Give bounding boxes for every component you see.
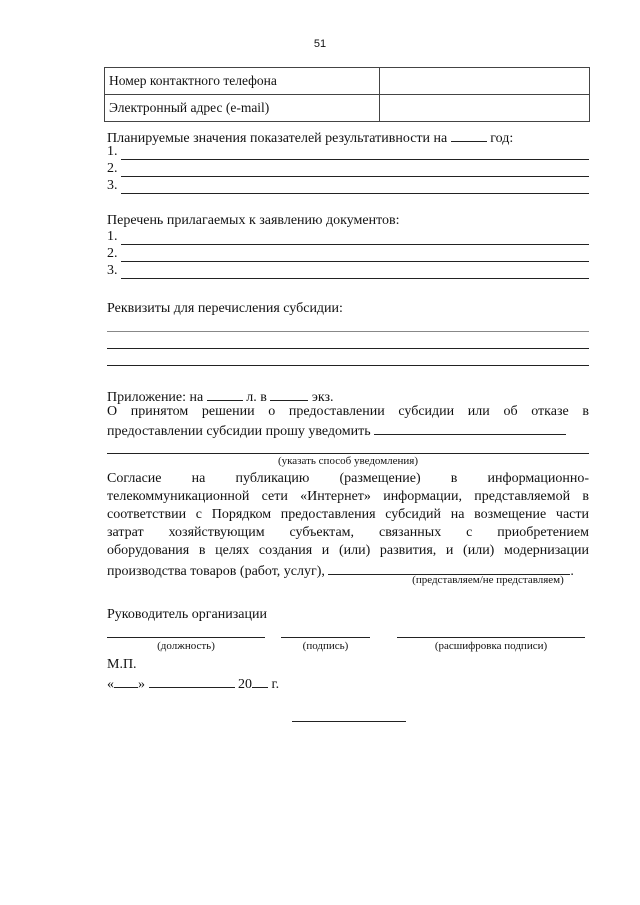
documents-heading: Перечень прилагаемых к заявлению документов:	[107, 213, 400, 228]
stamp-label: М.П.	[107, 657, 137, 672]
position-label: (должность)	[157, 640, 215, 652]
requisites-line-2[interactable]	[107, 348, 589, 349]
consent-line-4: затрат хозяйствующим субъектам, связанных с приобретением	[107, 525, 589, 540]
indicator-line-1[interactable]	[107, 144, 589, 161]
date-month-field[interactable]	[149, 673, 235, 688]
page-number: 51	[313, 38, 327, 50]
notify-method-line[interactable]	[107, 453, 589, 454]
contact-row-email	[105, 95, 590, 122]
contact-row-phone	[105, 68, 590, 95]
attachment-suffix: экз.	[311, 390, 334, 405]
date-open-quote: «	[107, 677, 114, 692]
contact-table	[104, 67, 590, 122]
date-line	[107, 673, 589, 693]
indicator-line-2[interactable]	[107, 161, 589, 178]
document-line-2[interactable]	[107, 246, 589, 263]
notify-line-2	[107, 420, 589, 440]
position-line[interactable]	[107, 637, 265, 638]
consent-last-text: производства товаров (работ, услуг),	[107, 564, 325, 579]
document-number-2: 2.	[107, 246, 118, 261]
notify-text: предоставлении субсидии прошу уведомить	[107, 424, 371, 439]
date-day-field[interactable]	[114, 673, 138, 688]
consent-hint: (представляем/не представляем)	[412, 574, 564, 586]
date-year-suffix: г.	[271, 677, 280, 692]
requisites-line-3[interactable]	[107, 365, 589, 366]
consent-line-2: телекоммуникационной сети «Интернет» информации, представляемой в	[107, 489, 589, 504]
date-close-quote: »	[138, 677, 145, 692]
consent-line-6: производства товаров (работ, услуг), .	[107, 560, 589, 580]
indicator-number-1: 1.	[107, 144, 118, 159]
indicator-number-3: 3.	[107, 178, 118, 193]
contact-email-label: Электронный адрес (e-mail)	[105, 95, 380, 122]
consent-choice-field[interactable]	[328, 560, 570, 575]
consent-line-3: соответствии с Порядком предоставления субсидий на возмещение части	[107, 507, 589, 522]
indicators-year-suffix: год:	[490, 131, 514, 146]
contact-email-value[interactable]	[380, 95, 590, 122]
decode-line[interactable]	[397, 637, 585, 638]
decode-label: (расшифровка подписи)	[434, 640, 548, 652]
indicator-number-2: 2.	[107, 161, 118, 176]
signature-line[interactable]	[281, 637, 370, 638]
contact-phone-label: Номер контактного телефона	[105, 68, 380, 95]
indicators-text: Планируемые значения показателей результативности на	[107, 131, 448, 146]
indicators-year-field[interactable]	[451, 127, 487, 142]
consent-line-1: Согласие на публикацию (размещение) в информационно-	[107, 471, 589, 486]
notify-hint: (указать способ уведомления)	[277, 455, 419, 467]
date-year-prefix: 20	[238, 677, 252, 692]
indicator-line-3[interactable]	[107, 178, 589, 195]
notify-line-1: О принятом решении о предоставлении субсидии или об отказе в	[107, 404, 589, 419]
signature-title: Руководитель организации	[107, 607, 267, 622]
signature-label: (подпись)	[302, 640, 349, 652]
attachment-middle: л. в	[246, 390, 267, 405]
contact-phone-value[interactable]	[380, 68, 590, 95]
document-line-1[interactable]	[107, 229, 589, 246]
document-line-3[interactable]	[107, 263, 589, 280]
document-number-3: 3.	[107, 263, 118, 278]
requisites-line-1[interactable]	[107, 331, 589, 332]
attachment-copies-field[interactable]	[270, 386, 308, 401]
date-year-field[interactable]	[252, 673, 268, 688]
attachment-prefix: Приложение: на	[107, 390, 204, 405]
consent-line-5: оборудования в целях создания и (или) развития, и (или) модернизации	[107, 543, 589, 558]
requisites-heading: Реквизиты для перечисления субсидии:	[107, 301, 343, 316]
attachment-pages-field[interactable]	[207, 386, 243, 401]
notify-method-field[interactable]	[374, 420, 566, 435]
document-number-1: 1.	[107, 229, 118, 244]
end-separator	[292, 721, 406, 722]
